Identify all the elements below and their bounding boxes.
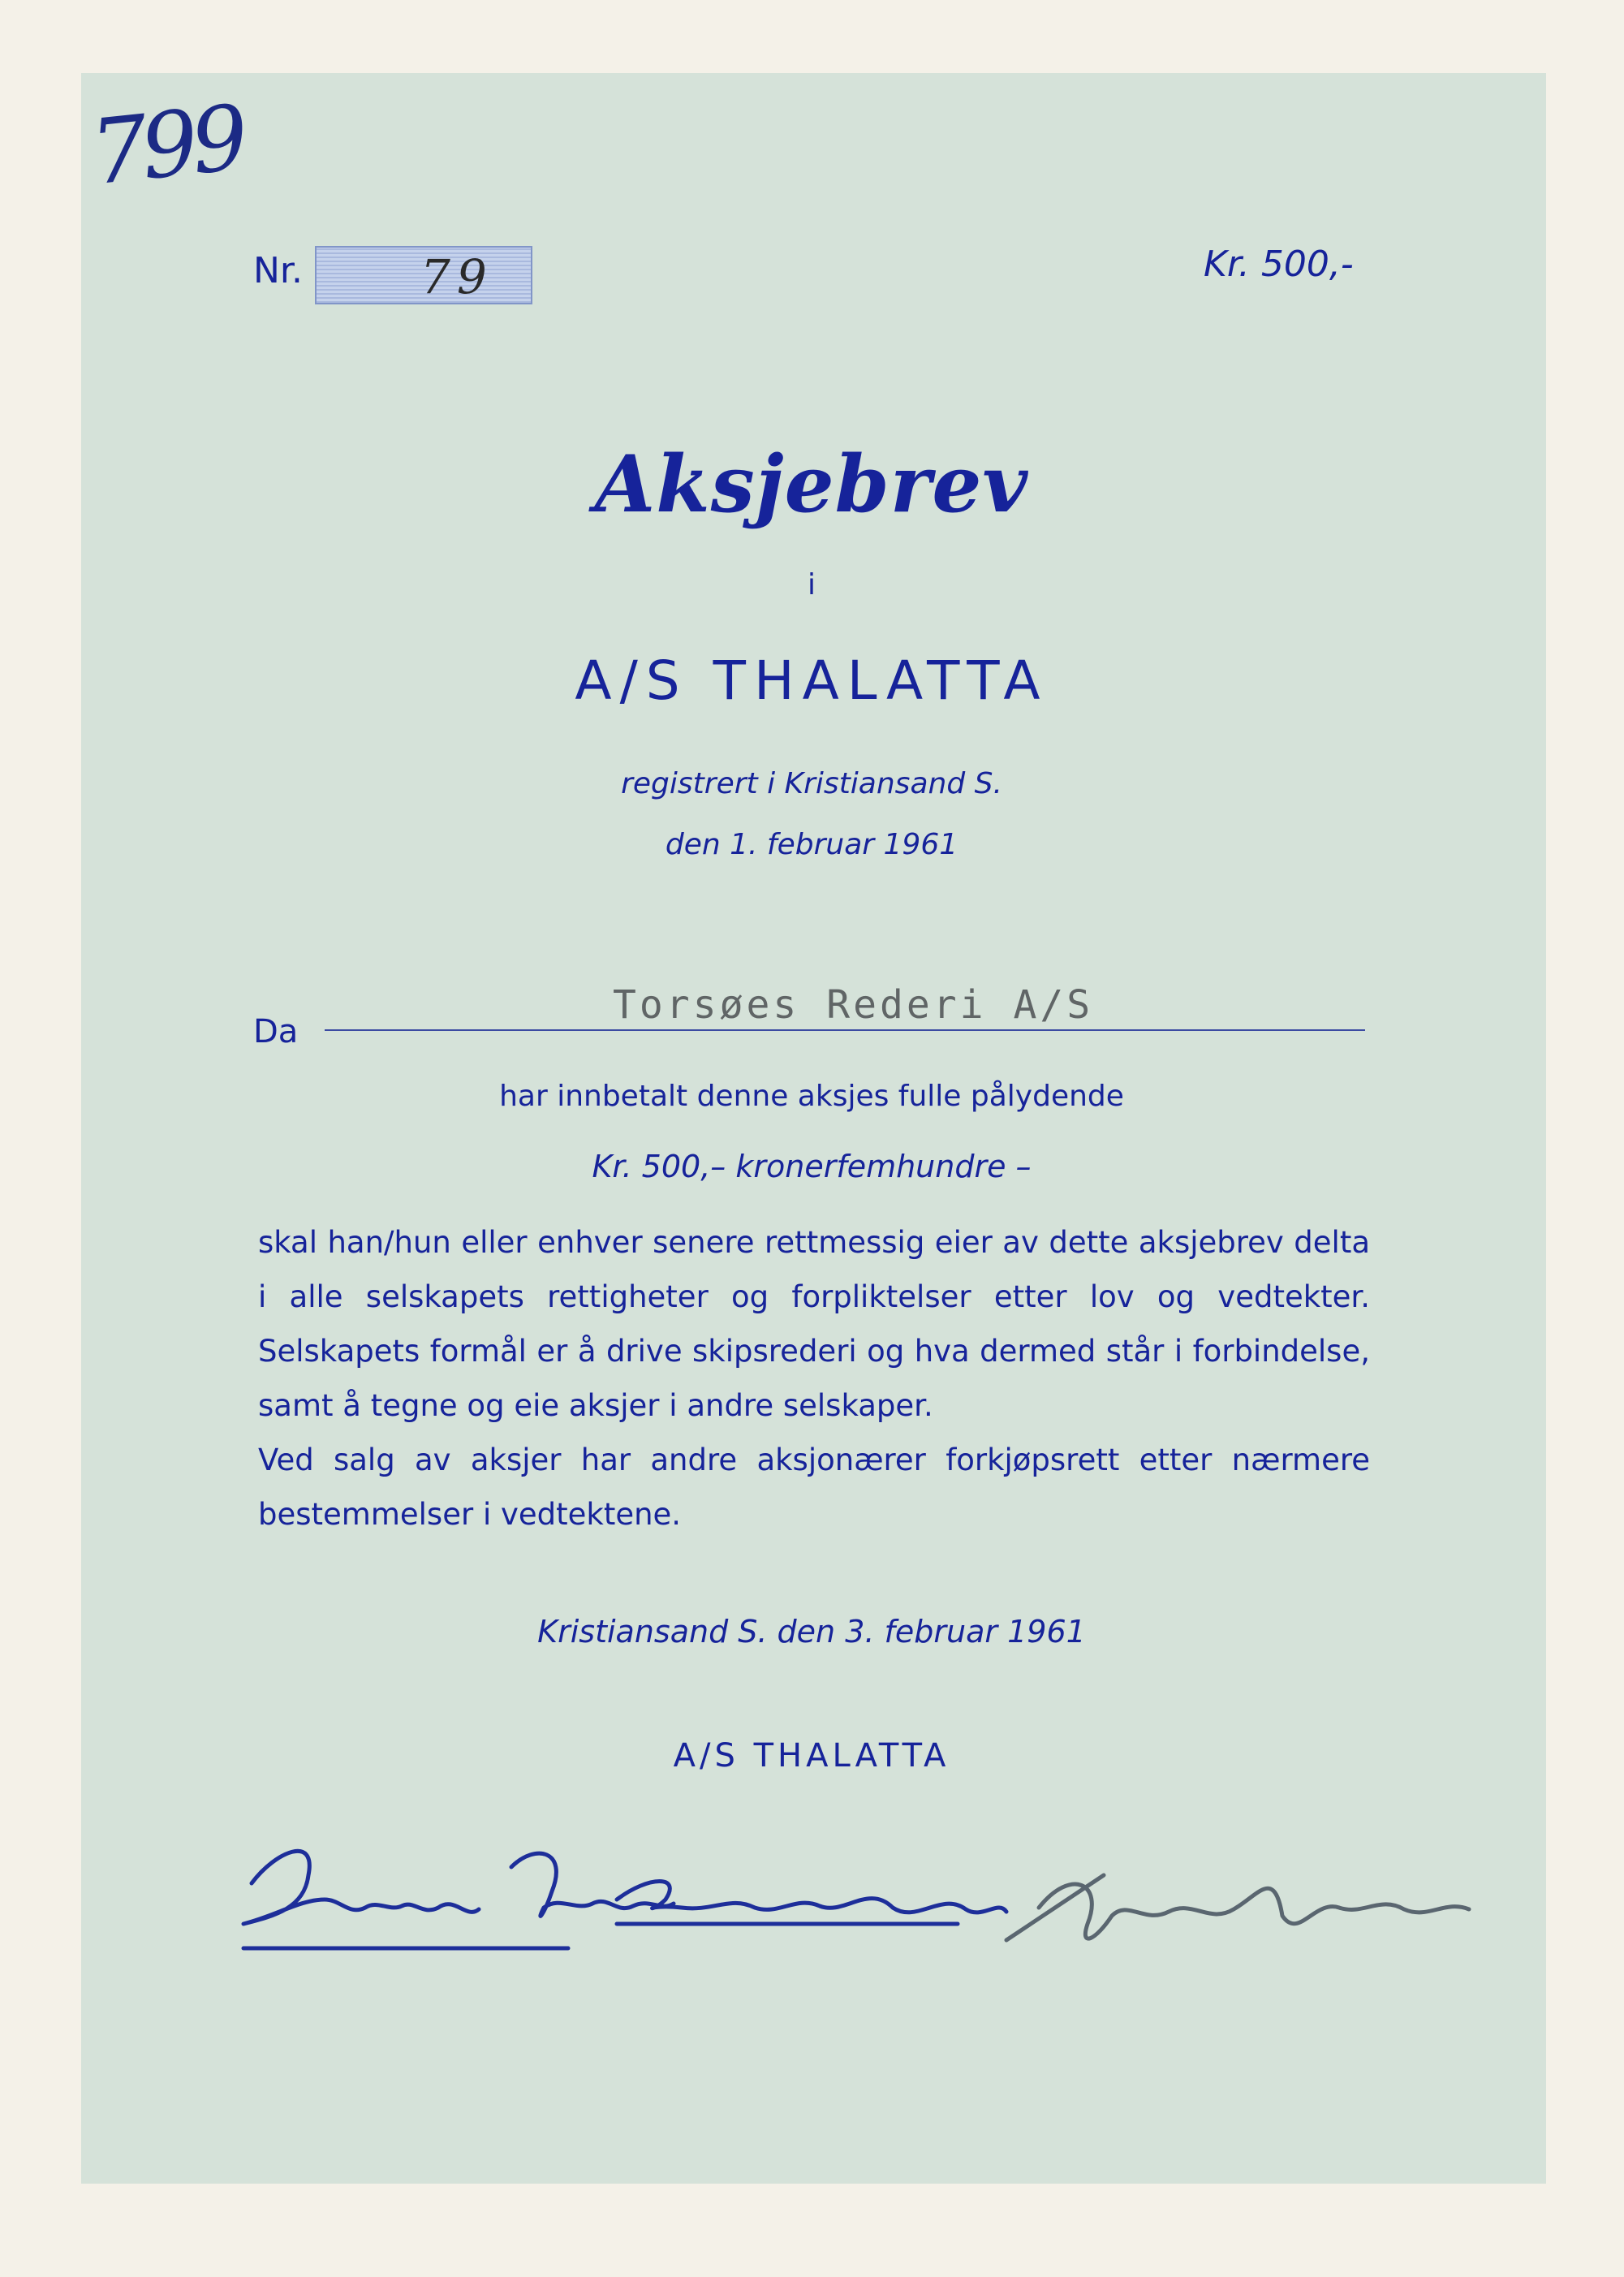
body-line: skal han/hun eller enhver senere rettmessig eier av dette aksjebrev delta	[258, 1225, 1370, 1260]
handwritten-number: 799	[85, 85, 248, 205]
body-line: bestemmelser i vedtektene.	[258, 1497, 682, 1532]
body-text	[258, 1215, 1370, 1542]
amount-words: Kr. 500,– kronerfemhundre –	[592, 1149, 1032, 1184]
signatures	[227, 1818, 1566, 1981]
document-title: Aksjebrev	[594, 438, 1029, 530]
owner-stamp: Torsøes Rederi A/S	[613, 982, 1094, 1028]
preposition: i	[807, 568, 816, 602]
place-date: Kristiansand S. den 3. februar 1961	[537, 1614, 1086, 1650]
company-name: A/S THALATTA	[575, 649, 1049, 712]
body-line: samt å tegne og eie aksjer i andre selskaper.	[258, 1388, 933, 1423]
signature-3	[1006, 1875, 1469, 1940]
body-line: Selskapets formål er å drive skipsrederi og hva dermed står i forbindelse,	[258, 1334, 1370, 1369]
da-label: Da	[253, 1013, 299, 1050]
body-line: i alle selskapets rettigheter og forpliktelser etter lov og vedtekter.	[258, 1279, 1370, 1314]
company-signature-line: A/S THALATTA	[673, 1737, 950, 1775]
signature-1	[243, 1851, 674, 1948]
amount-top: Kr. 500,-	[1204, 244, 1354, 285]
body-line: Ved salg av aksjer har andre aksjonærer forkjøpsrett etter nærmere	[258, 1443, 1370, 1477]
nr-value: 79	[420, 249, 493, 304]
owner-line	[325, 1029, 1365, 1031]
registered-date: den 1. februar 1961	[665, 828, 958, 861]
nr-field	[315, 246, 532, 304]
registered-text: registrert i Kristiansand S.	[621, 767, 1002, 800]
nr-label: Nr.	[253, 250, 303, 291]
paid-text: har innbetalt denne aksjes fulle pålydende	[499, 1080, 1124, 1113]
